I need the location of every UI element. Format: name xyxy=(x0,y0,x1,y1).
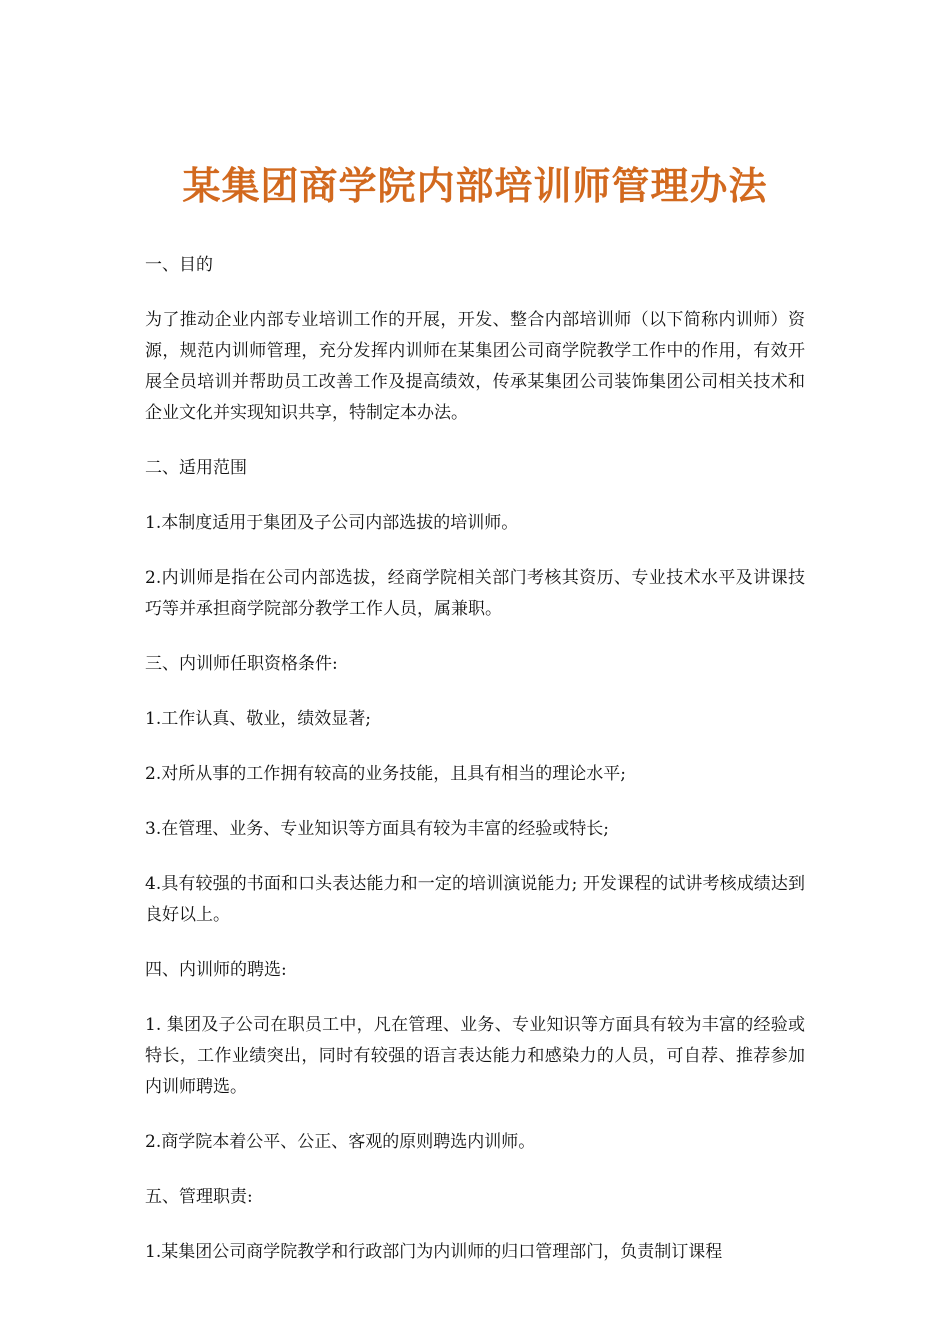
document-title: 某集团商学院内部培训师管理办法 xyxy=(182,164,768,208)
document-body xyxy=(145,250,805,1292)
section-heading-selection: 四、内训师的聘选: xyxy=(145,960,287,980)
paragraph-scope-2: 2.内训师是指在公司内部选拔，经商学院相关部门考核其资历、专业技术水平及讲课技巧等并承担商学院部分教学工作人员，属兼职。 xyxy=(145,568,805,619)
paragraph-selection-1: 1. 集团及子公司在职员工中，凡在管理、业务、专业知识等方面具有较为丰富的经验或特长，工作业绩突出，同时有较强的语言表达能力和感染力的人员，可自荐、推荐参加内训师聘选。 xyxy=(145,1015,805,1097)
paragraph-selection-2: 2.商学院本着公平、公正、客观的原则聘选内训师。 xyxy=(145,1132,536,1152)
paragraph-qualification-2: 2.对所从事的工作拥有较高的业务技能，且具有相当的理论水平; xyxy=(145,764,626,784)
paragraph-scope-1: 1.本制度适用于集团及子公司内部选拔的培训师。 xyxy=(145,513,519,533)
section-heading-qualifications: 三、内训师任职资格条件: xyxy=(145,654,338,674)
paragraph-responsibility-1: 1.某集团公司商学院教学和行政部门为内训师的归口管理部门，负责制订课程 xyxy=(145,1242,723,1262)
paragraph-qualification-4: 4.具有较强的书面和口头表达能力和一定的培训演说能力; 开发课程的试讲考核成绩达到良好以上。 xyxy=(145,874,805,925)
paragraph-purpose: 为了推动企业内部专业培训工作的开展，开发、整合内部培训师（以下简称内训师）资源，规范内训师管理，充分发挥内训师在某集团公司商学院教学工作中的作用，有效开展全员培训并帮助员工改善工作及提高绩效，传承某集团公司装饰集团公司相关技术和企业文化并实现知识共享，特制定本办法。 xyxy=(145,310,805,423)
section-heading-responsibilities: 五、管理职责: xyxy=(145,1187,253,1207)
paragraph-qualification-3: 3.在管理、业务、专业知识等方面具有较为丰富的经验或特长; xyxy=(145,819,609,839)
section-heading-scope: 二、适用范围 xyxy=(145,458,247,478)
section-heading-purpose: 一、目的 xyxy=(145,255,213,275)
paragraph-qualification-1: 1.工作认真、敬业，绩效显著; xyxy=(145,709,371,729)
